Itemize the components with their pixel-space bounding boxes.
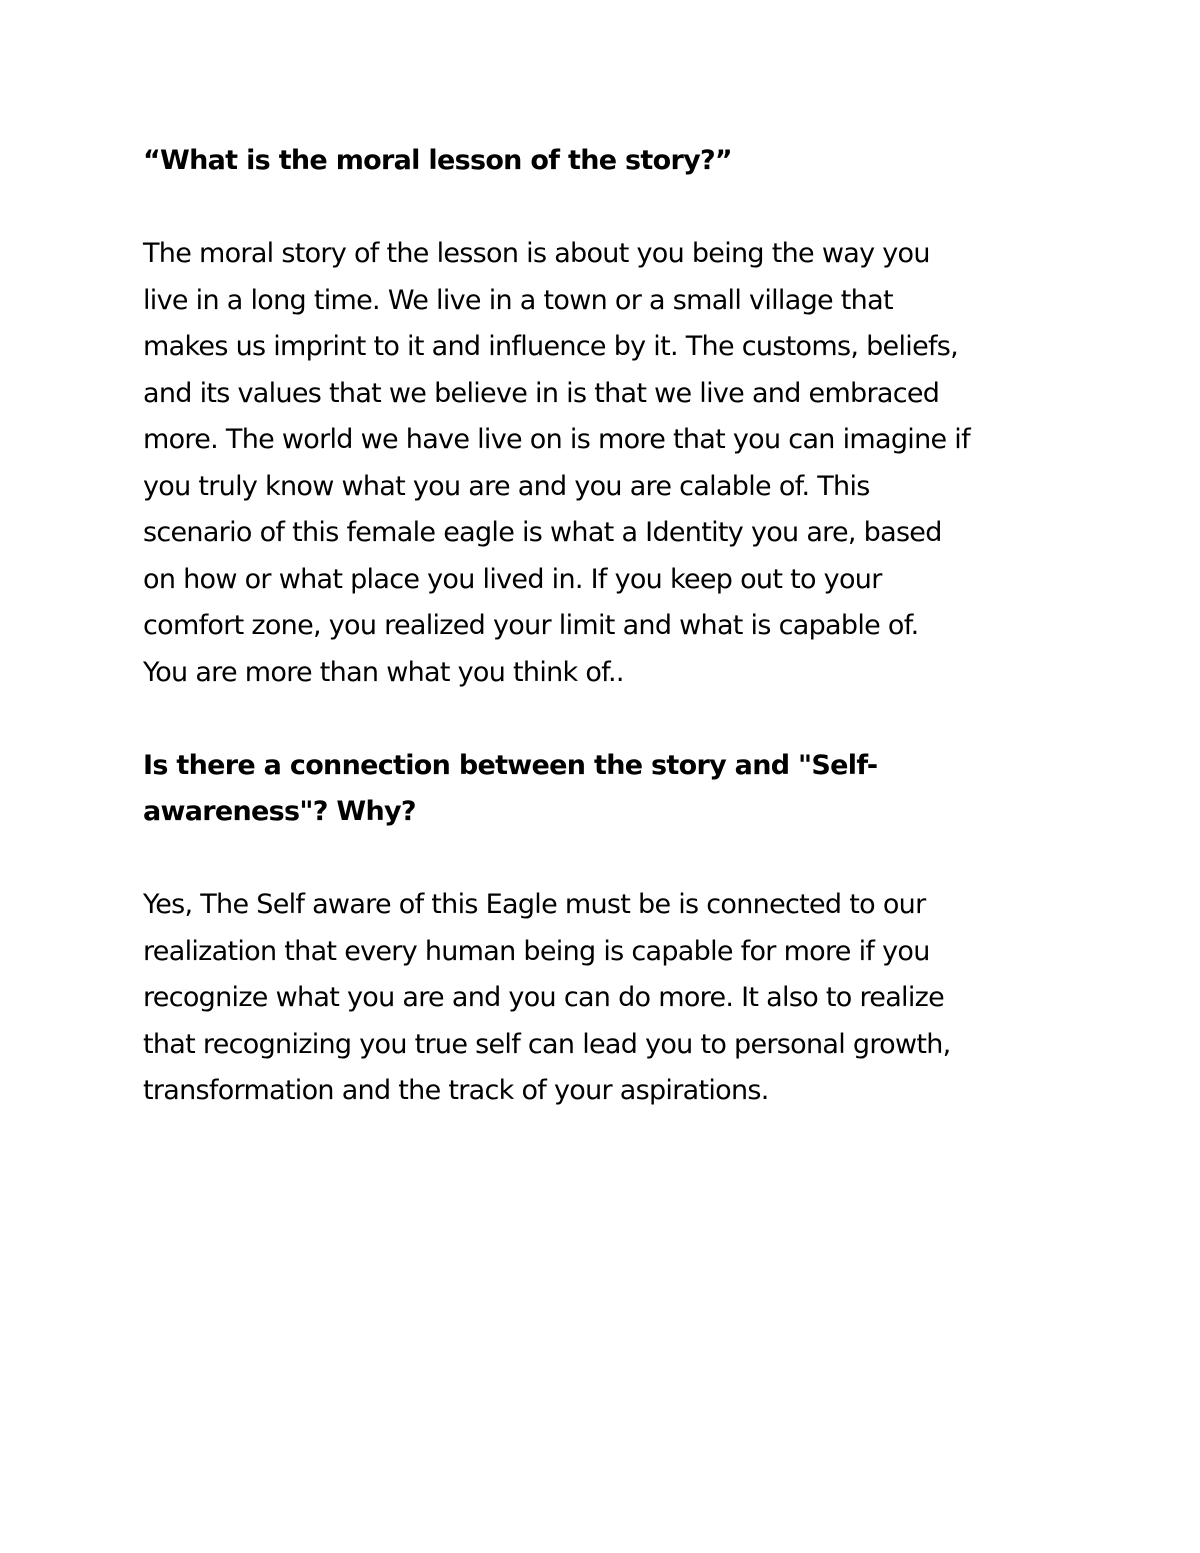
answer-1-paragraph <box>143 231 1068 696</box>
paragraph-spacer <box>143 696 1068 743</box>
document-body <box>143 138 1068 1115</box>
question-1-line: “What is the moral lesson of the story?” <box>143 145 732 176</box>
answer-2-line: realization that every human being is capable for more if you <box>143 935 930 967</box>
question-1-heading <box>143 138 1068 185</box>
answer-1-line: You are more than what you think of.. <box>143 656 624 688</box>
question-2-line: Is there a connection between the story and "Self- <box>143 749 878 781</box>
answer-2-line: Yes, The Self aware of this Eagle must be is connected to our <box>143 889 926 920</box>
answer-1-line: scenario of this female eagle is what a Identity you are, based <box>143 517 942 548</box>
answer-2-line: recognize what you are and you can do more. It also to realize <box>143 982 945 1013</box>
answer-1-line: comfort zone, you realized your limit and what is capable of. <box>143 610 919 641</box>
answer-1-line: makes us imprint to it and influence by it. The customs, beliefs, <box>143 331 959 362</box>
answer-1-line: on how or what place you lived in. If you keep out to your <box>143 563 882 595</box>
answer-1-line: more. The world we have live on is more that you can imagine if <box>143 424 970 455</box>
question-2-line: awareness"? Why? <box>143 796 416 827</box>
answer-1-line: you truly know what you are and you are calable of. This <box>143 470 870 502</box>
paragraph-spacer <box>143 836 1068 883</box>
paragraph-spacer <box>143 185 1068 232</box>
answer-1-line: live in a long time. We live in a town or a small village that <box>143 284 893 316</box>
answer-1-line: The moral story of the lesson is about you being the way you <box>143 238 930 269</box>
answer-2-line: that recognizing you true self can lead you to personal growth, <box>143 1028 951 1060</box>
question-2-heading <box>143 743 1068 836</box>
answer-2-paragraph <box>143 882 1068 1115</box>
answer-2-line: transformation and the track of your aspirations. <box>143 1075 769 1106</box>
answer-1-line: and its values that we believe in is that we live and embraced <box>143 377 940 409</box>
